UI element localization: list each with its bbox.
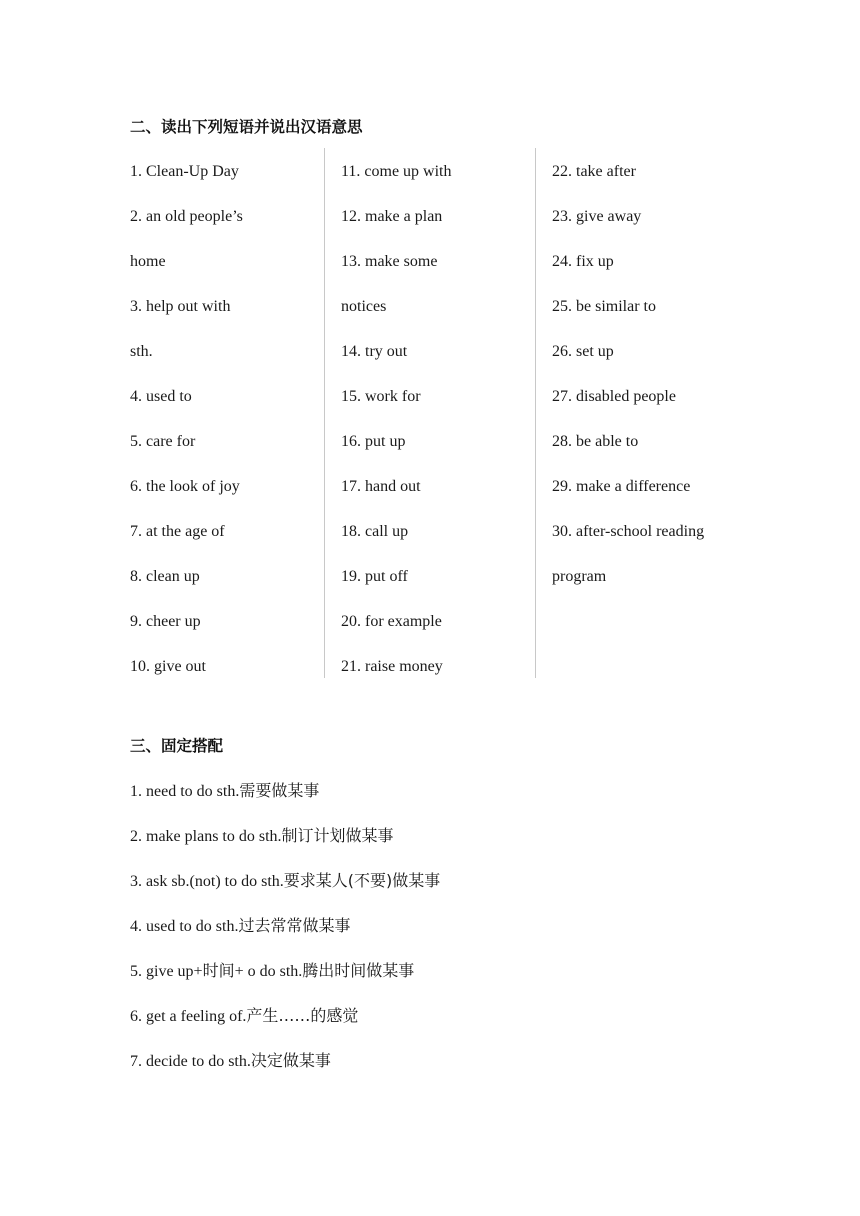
- phrase-line: 18. call up: [341, 523, 409, 540]
- phrase-line: 14. try out: [341, 343, 408, 360]
- phrase-line: 12. make a plan: [341, 208, 443, 225]
- phrase-line: 8. clean up: [130, 568, 200, 585]
- phrase-line: 16. put up: [341, 433, 406, 450]
- phrase-line: 21. raise money: [341, 658, 443, 675]
- phrase-line: 10. give out: [130, 658, 206, 675]
- phrase-line: 29. make a difference: [552, 478, 691, 495]
- collocation-chinese: 要求某人(不要)做某事: [283, 871, 441, 890]
- phrase-column-1: [120, 148, 324, 678]
- phrase-line: 20. for example: [341, 613, 442, 630]
- collocation-english: 7. decide to do sth.: [130, 1053, 251, 1070]
- phrase-line: 25. be similar to: [552, 298, 656, 315]
- phrase-line: 5. care for: [130, 433, 196, 450]
- phrase-line: 27. disabled people: [552, 388, 676, 405]
- collocation-chinese: 时间: [202, 961, 235, 980]
- phrase-line: 4. used to: [130, 388, 192, 405]
- phrase-line: 1. Clean-Up Day: [130, 163, 239, 180]
- collocation-item: [130, 993, 440, 1038]
- phrase-line: program: [552, 568, 607, 585]
- collocation-english: 3. ask sb.(not) to do sth.: [130, 873, 284, 890]
- collocation-item: [130, 858, 440, 903]
- collocation-chinese: 制订计划做某事: [281, 826, 394, 845]
- collocation-english: 4. used to do sth.: [130, 918, 239, 935]
- phrase-line: 15. work for: [341, 388, 421, 405]
- phrase-line: 17. hand out: [341, 478, 421, 495]
- collocation-english: 5. give up+: [130, 963, 203, 980]
- phrase-line: sth.: [130, 343, 153, 360]
- collocation-english-continued: + o do sth.: [234, 963, 303, 980]
- section-heading-phrases: 二、读出下列短语并说出汉语意思: [130, 118, 363, 136]
- collocation-chinese: 决定做某事: [250, 1051, 331, 1070]
- collocation-item: [130, 768, 440, 813]
- collocation-item: [130, 1038, 440, 1083]
- collocation-chinese-meaning: 腾出时间做某事: [302, 961, 415, 980]
- phrase-column-3: [535, 148, 740, 678]
- section-heading-collocations: 三、固定搭配: [130, 737, 224, 755]
- collocation-item: [130, 813, 440, 858]
- phrase-line: 3. help out with: [130, 298, 231, 315]
- collocation-list: [130, 768, 440, 1083]
- phrase-column-2: [324, 148, 535, 678]
- phrase-line: home: [130, 253, 166, 270]
- collocation-chinese: 需要做某事: [239, 781, 320, 800]
- phrase-line: notices: [341, 298, 387, 315]
- collocation-item: [130, 903, 440, 948]
- collocation-english: 1. need to do sth.: [130, 783, 240, 800]
- phrase-line: 6. the look of joy: [130, 478, 240, 495]
- phrase-line: 2. an old people’s: [130, 208, 243, 225]
- phrase-line: 26. set up: [552, 343, 614, 360]
- phrase-line: 11. come up with: [341, 163, 452, 180]
- phrase-line: 7. at the age of: [130, 523, 225, 540]
- collocation-english: 2. make plans to do sth.: [130, 828, 282, 845]
- phrase-line: 23. give away: [552, 208, 642, 225]
- phrase-line: 19. put off: [341, 568, 408, 585]
- phrase-line: 30. after-school reading: [552, 523, 705, 540]
- phrase-line: 22. take after: [552, 163, 636, 180]
- phrase-line: 24. fix up: [552, 253, 614, 270]
- phrase-table: [120, 148, 740, 678]
- collocation-chinese: 产生……的感觉: [246, 1006, 359, 1025]
- collocation-english: 6. get a feeling of.: [130, 1008, 247, 1025]
- collocation-item: [130, 948, 440, 993]
- phrase-line: 13. make some: [341, 253, 438, 270]
- phrase-line: 28. be able to: [552, 433, 639, 450]
- phrase-line: 9. cheer up: [130, 613, 201, 630]
- collocation-chinese: 过去常常做某事: [238, 916, 351, 935]
